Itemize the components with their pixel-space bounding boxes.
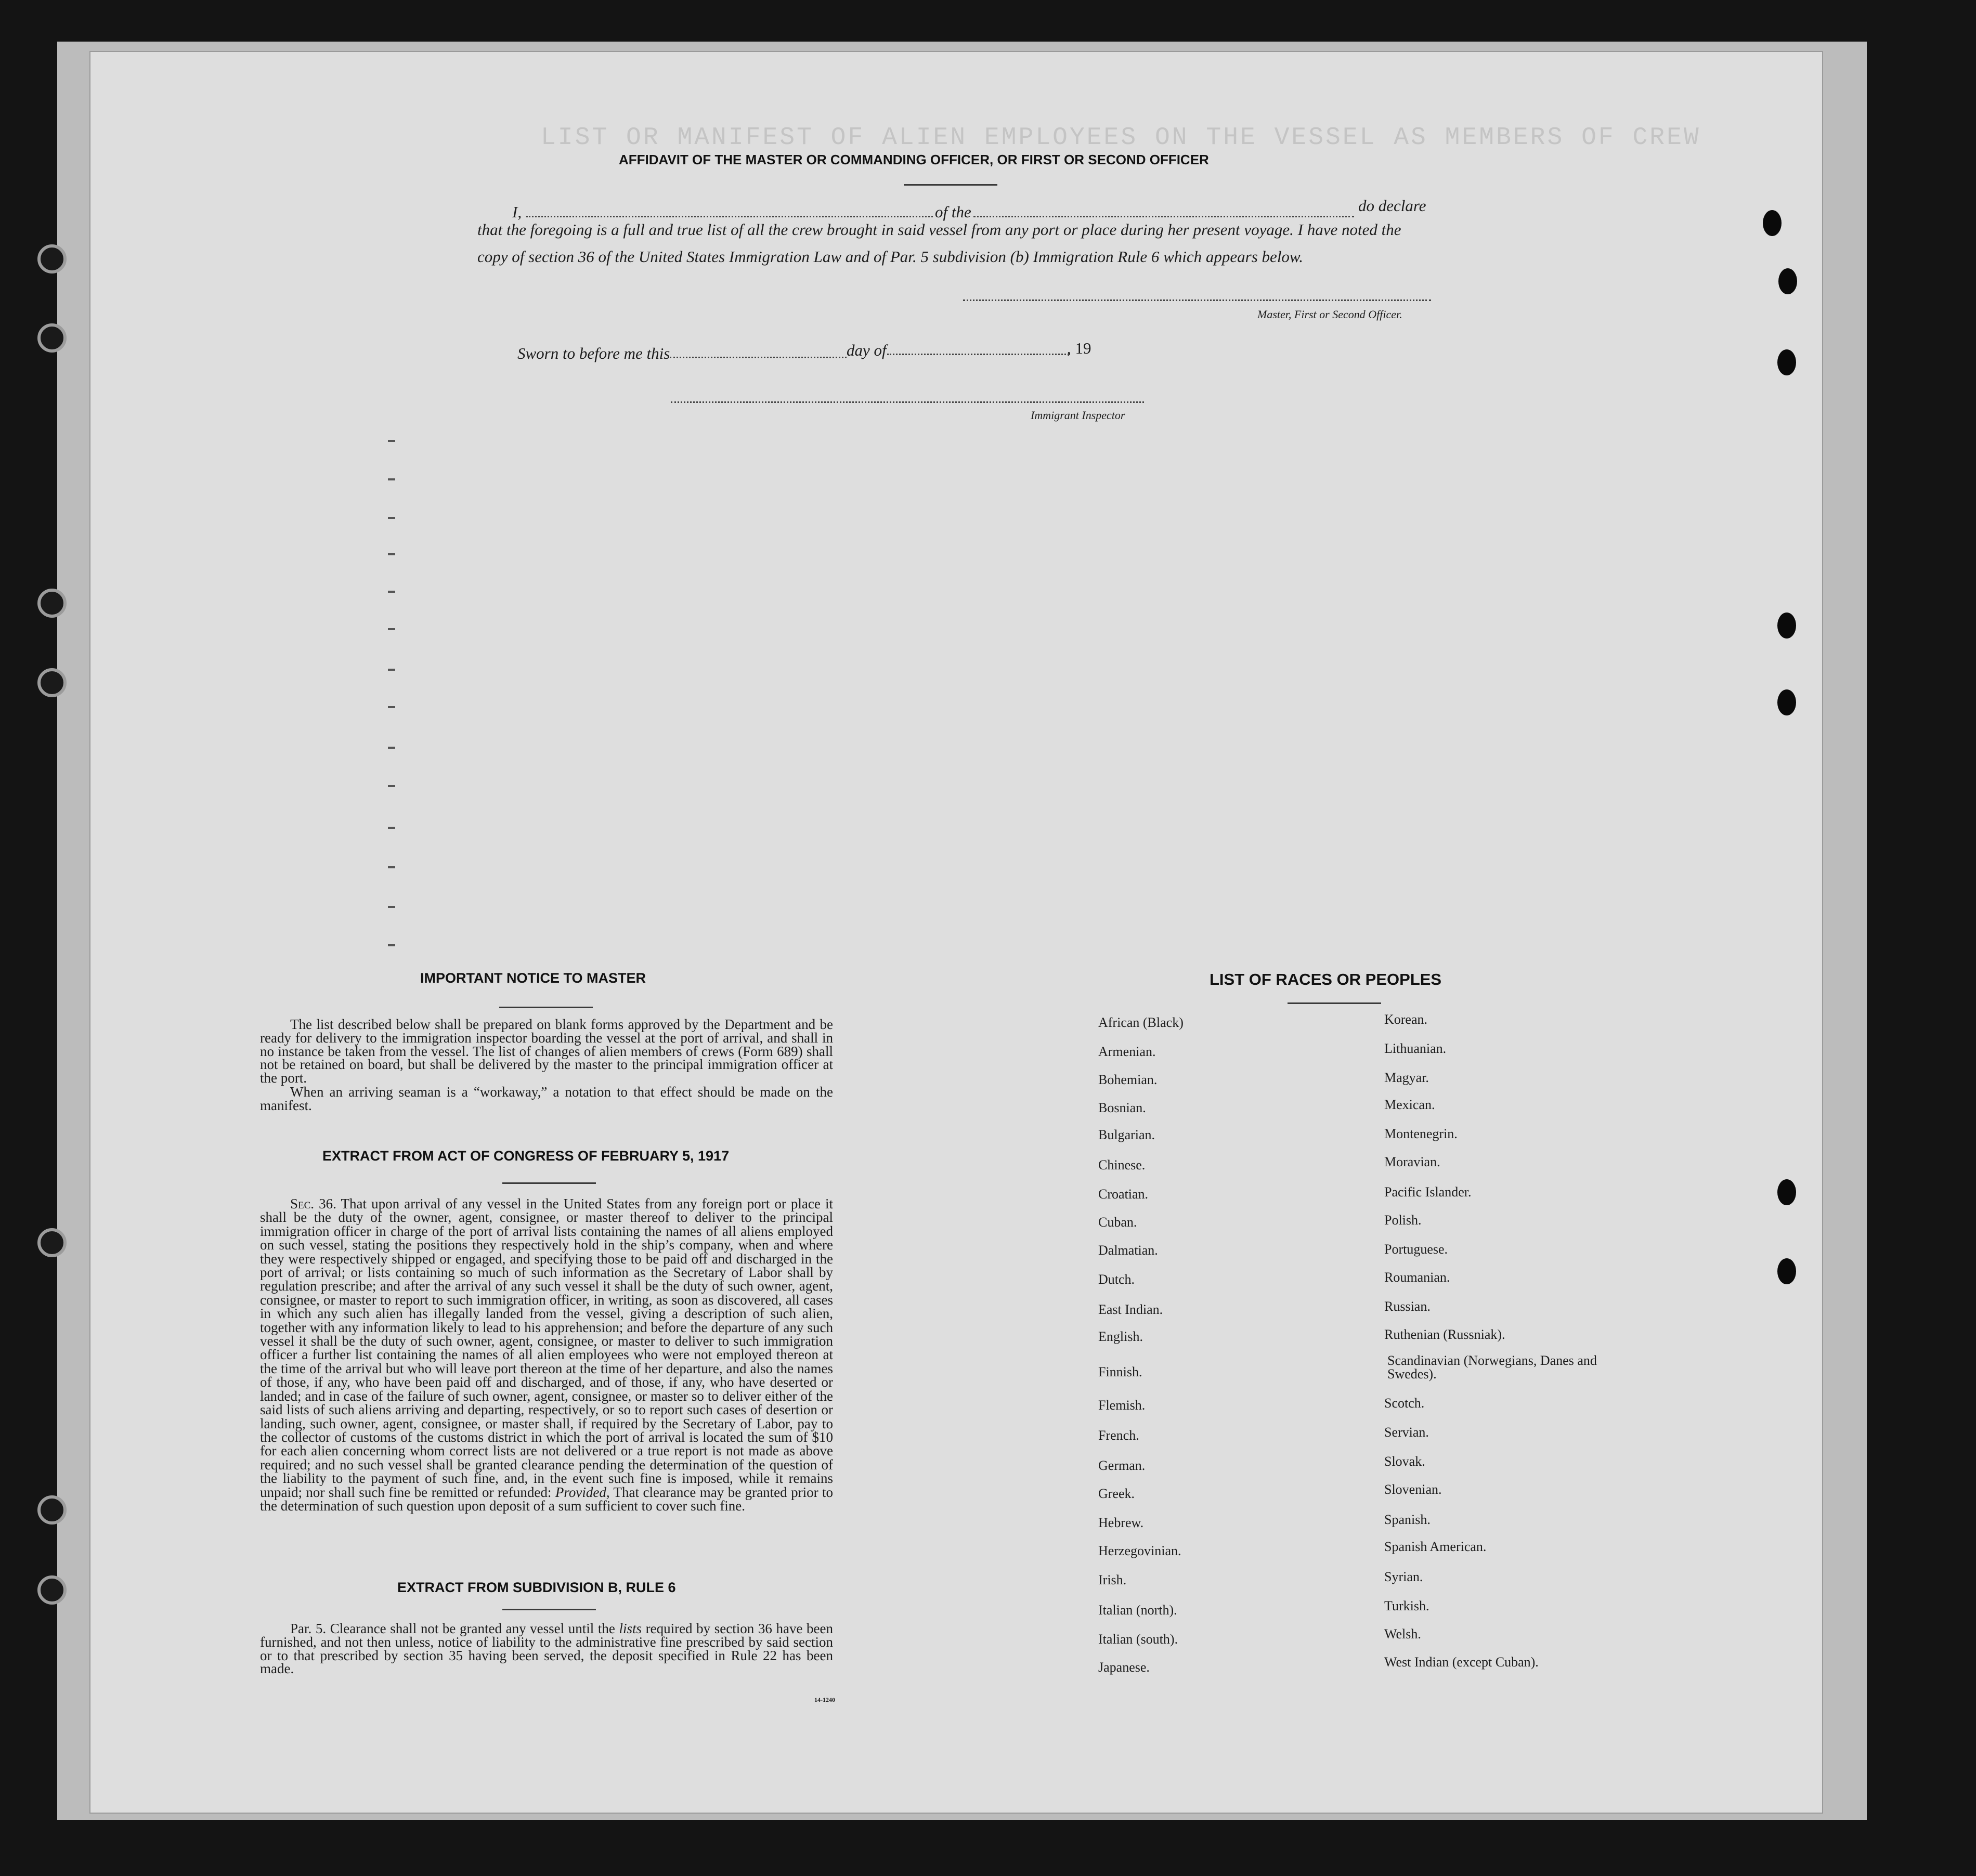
punch-hole-right-4 [1777, 613, 1796, 639]
race-entry: Bohemian. [1098, 1072, 1158, 1087]
race-entry: Portuguese. [1384, 1242, 1448, 1257]
rule6-text-b: required by section 36 have been furnished, and not then unless, notice of liability to the administrative fine prescribed by said section or to that prescribed by section 35 having been served, the deposit specified in Rule 22 has been made. [260, 1621, 833, 1677]
races-title-rule [1288, 1002, 1381, 1004]
race-entry: Welsh. [1384, 1626, 1421, 1641]
margin-mark [388, 747, 395, 749]
race-entry: Korean. [1384, 1012, 1428, 1027]
form-number: 14-1240 [814, 1696, 835, 1703]
race-entry: Italian (south). [1098, 1632, 1178, 1647]
race-entry: African (Black) [1098, 1015, 1184, 1030]
race-entry: Bulgarian. [1098, 1127, 1155, 1142]
race-entry: Armenian. [1098, 1044, 1156, 1059]
rule6-paragraph [260, 1622, 833, 1676]
affidavit-statement-2: copy of section 36 of the United States Immigration Law and of Par. 5 subdivision (b) Immigration Rule 6 which appears below. [477, 247, 1304, 266]
race-entry: Greek. [1098, 1486, 1135, 1501]
margin-mark [388, 478, 395, 480]
sworn-day-of: day of [847, 341, 887, 359]
manifest-back-page [89, 51, 1823, 1814]
affidavit-do-declare: do declare [1358, 197, 1426, 215]
binder-hole-left-2 [37, 323, 67, 353]
notice-paragraph-2: When an arriving seaman is a “workaway,” a notation to that effect should be made on the manifest. [260, 1084, 833, 1113]
race-entry: Magyar. [1384, 1070, 1429, 1085]
race-entry: West Indian (except Cuban). [1384, 1654, 1539, 1670]
margin-mark [388, 785, 395, 787]
punch-hole-right-7 [1777, 1258, 1796, 1284]
race-entry: German. [1098, 1458, 1146, 1473]
race-entry: Irish. [1098, 1572, 1127, 1587]
binder-hole-left-6 [37, 1495, 67, 1525]
race-entry: Spanish. [1384, 1512, 1431, 1527]
affidavit-title-rule [904, 184, 997, 186]
margin-mark [388, 906, 395, 908]
sworn-day-blank[interactable] [670, 357, 847, 358]
punch-hole-right-3 [1777, 349, 1796, 375]
race-entry: Polish. [1384, 1213, 1422, 1228]
act-section-36 [260, 1197, 833, 1513]
punch-hole-right-2 [1778, 268, 1797, 294]
race-entry: Slovenian. [1384, 1482, 1442, 1497]
bleed-through-header: LIST OR MANIFEST OF ALIEN EMPLOYEES ON THE VESSEL AS MEMBERS OF CREW [541, 124, 1701, 152]
vessel-blank[interactable] [973, 216, 1354, 217]
binder-hole-left-7 [37, 1575, 67, 1605]
inspector-signature-line[interactable] [671, 401, 1144, 403]
punch-hole-right-5 [1777, 689, 1796, 715]
rule6-text-a: Par. 5. Clearance shall not be granted any vessel until the [290, 1621, 615, 1636]
race-entry: Dutch. [1098, 1272, 1135, 1287]
affidavit-i: I, [512, 203, 522, 221]
binder-hole-left-1 [37, 244, 67, 273]
race-entry: Montenegrin. [1384, 1126, 1458, 1141]
race-entry: Finnish. [1098, 1364, 1142, 1379]
race-entry: Roumanian. [1384, 1270, 1450, 1285]
race-entry: Chinese. [1098, 1157, 1146, 1172]
act-title-rule [502, 1182, 596, 1184]
act-text-part1: That upon arrival of any vessel in the United States from any foreign port or place it shall be the duty of the owner, agent, consignee, or master thereof to deliver to the principal immigration officer in charge of the port of arrival lists containing the names of all aliens employed on such vessel, stating the positions they respectively hold in the ship’s company, when and where they were respectively shipped or engaged, and specifying those to be paid off and discharged in the port of arrival; or lists containing so much of such information as the Secretary of Labor shall by regulation prescribe; and after the arrival of any such vessel it shall be the duty of such owner, agent, consignee, or master to report to such immigration officer, in writing, as soon as discovered, all cases in which any such alien has illegally landed from the vessel, giving a description of such alien, together with any information likely to lead to his apprehension; and before the departure of any such vessel it shall be the duty of such owner, agent, consignee, or master to deliver to such immigration officer a further list containing the names of all alien employees who were not employed thereon at the time of the arrival but who will leave port thereon at the time of her departure, and also the names of those, if any, who have been paid off and discharged, and of those, if any, who have deserted or landed; and in case of the failure of such owner, agent, consignee, or master so to deliver either of the said lists of such aliens arriving and departing, respectively, or so to report such cases of desertion or landing, such owner, agent, consignee, or master shall, if required by the Secretary of Labor, pay to the collector of customs of the customs district in which the port of arrival is located the sum of $10 for each alien concerning whom correct lists are not delivered or a true report is not made as above required; and no such vessel shall be granted clearance pending the determination of the question of the liability to the payment of such fine, and, in the event such fine is imposed, while it remains unpaid; nor shall such fine be remitted or refunded: [260, 1196, 833, 1500]
margin-mark [388, 866, 395, 868]
races-title: LIST OF RACES OR PEOPLES [1210, 970, 1442, 988]
race-entry: Italian (north). [1098, 1603, 1177, 1618]
notice-title: IMPORTANT NOTICE TO MASTER [420, 970, 646, 986]
notice-paragraph-1: The list described below shall be prepared on blank forms approved by the Department and be ready for delivery to the immigration inspector boarding the vessel at the port of arrival, and shall in no instance be taken from the vessel. The list of changes of alien members of crews (Form 689) shall not be retained on board, but shall be delivered by the master to the principal immigration officer at the port. [260, 1017, 833, 1086]
affidavit-title: AFFIDAVIT OF THE MASTER OR COMMANDING OFFICER, OR FIRST OR SECOND OFFICER [619, 152, 1209, 167]
sworn-prefix: Sworn to before me this [517, 344, 670, 362]
race-entry: Bosnian. [1098, 1100, 1146, 1115]
inspector-caption: Immigrant Inspector [1031, 409, 1125, 422]
act-section-label: Sec. 36. [290, 1196, 336, 1211]
rule6-title: EXTRACT FROM SUBDIVISION B, RULE 6 [397, 1580, 676, 1595]
affidavit-of-the: of the [935, 203, 971, 221]
rule6-text-lists: lists [619, 1621, 642, 1636]
race-entry: Dalmatian. [1098, 1243, 1158, 1258]
race-entry: Ruthenian (Russniak). [1384, 1327, 1505, 1342]
margin-mark [388, 944, 395, 946]
punch-hole-right-6 [1777, 1179, 1796, 1205]
race-entry: Scandinavian (Norwegians, Danes and Swedes). [1387, 1353, 1597, 1382]
race-entry: English. [1098, 1329, 1143, 1344]
race-entry: Flemish. [1098, 1398, 1146, 1413]
margin-mark [388, 591, 395, 593]
race-entry: Mexican. [1384, 1097, 1435, 1112]
margin-mark [388, 706, 395, 708]
master-signature-caption: Master, First or Second Officer. [1257, 308, 1402, 321]
affidavit-statement-1: that the foregoing is a full and true list of all the crew brought in said vessel from any port or place during her present voyage. I have noted the [477, 220, 1401, 239]
race-entry: Servian. [1384, 1425, 1429, 1440]
margin-mark [388, 517, 395, 519]
notice-title-rule [499, 1007, 593, 1008]
margin-mark [388, 440, 395, 442]
race-entry: Japanese. [1098, 1660, 1150, 1675]
race-entry: Russian. [1384, 1299, 1431, 1314]
margin-mark [388, 553, 395, 555]
margin-mark [388, 628, 395, 630]
act-text-provided: Provided, [555, 1484, 610, 1500]
race-entry: Croatian. [1098, 1187, 1149, 1202]
race-entry: French. [1098, 1428, 1139, 1443]
binder-hole-left-3 [37, 589, 67, 618]
margin-mark [388, 669, 395, 671]
margin-mark [388, 827, 395, 829]
master-signature-line[interactable] [963, 299, 1431, 301]
race-entry: Turkish. [1384, 1598, 1429, 1613]
punch-hole-right-1 [1763, 210, 1782, 236]
binder-hole-left-4 [37, 668, 67, 697]
race-entry: Lithuanian. [1384, 1041, 1447, 1056]
binder-hole-left-5 [37, 1228, 67, 1257]
race-entry: Scotch. [1384, 1396, 1425, 1411]
race-entry: Moravian. [1384, 1154, 1440, 1169]
race-entry: Hebrew. [1098, 1515, 1144, 1530]
act-text-part2: That clearance may be granted prior to the determination of such question upon deposit of a sum sufficient to cover such fine. [260, 1484, 834, 1514]
race-entry: Cuban. [1098, 1215, 1137, 1230]
sworn-year: , 19 [1067, 339, 1091, 357]
race-entry: East Indian. [1098, 1302, 1163, 1317]
race-entry: Herzegovinian. [1098, 1543, 1181, 1558]
race-entry: Slovak. [1384, 1454, 1425, 1469]
race-entry: Syrian. [1384, 1569, 1423, 1584]
name-blank[interactable] [526, 216, 933, 217]
act-title: EXTRACT FROM ACT OF CONGRESS OF FEBRUARY 5, 1917 [322, 1148, 730, 1164]
sworn-month-blank[interactable] [887, 354, 1069, 355]
rule6-title-rule [502, 1609, 596, 1610]
race-entry: Pacific Islander. [1384, 1184, 1472, 1200]
race-entry: Spanish American. [1384, 1539, 1487, 1554]
